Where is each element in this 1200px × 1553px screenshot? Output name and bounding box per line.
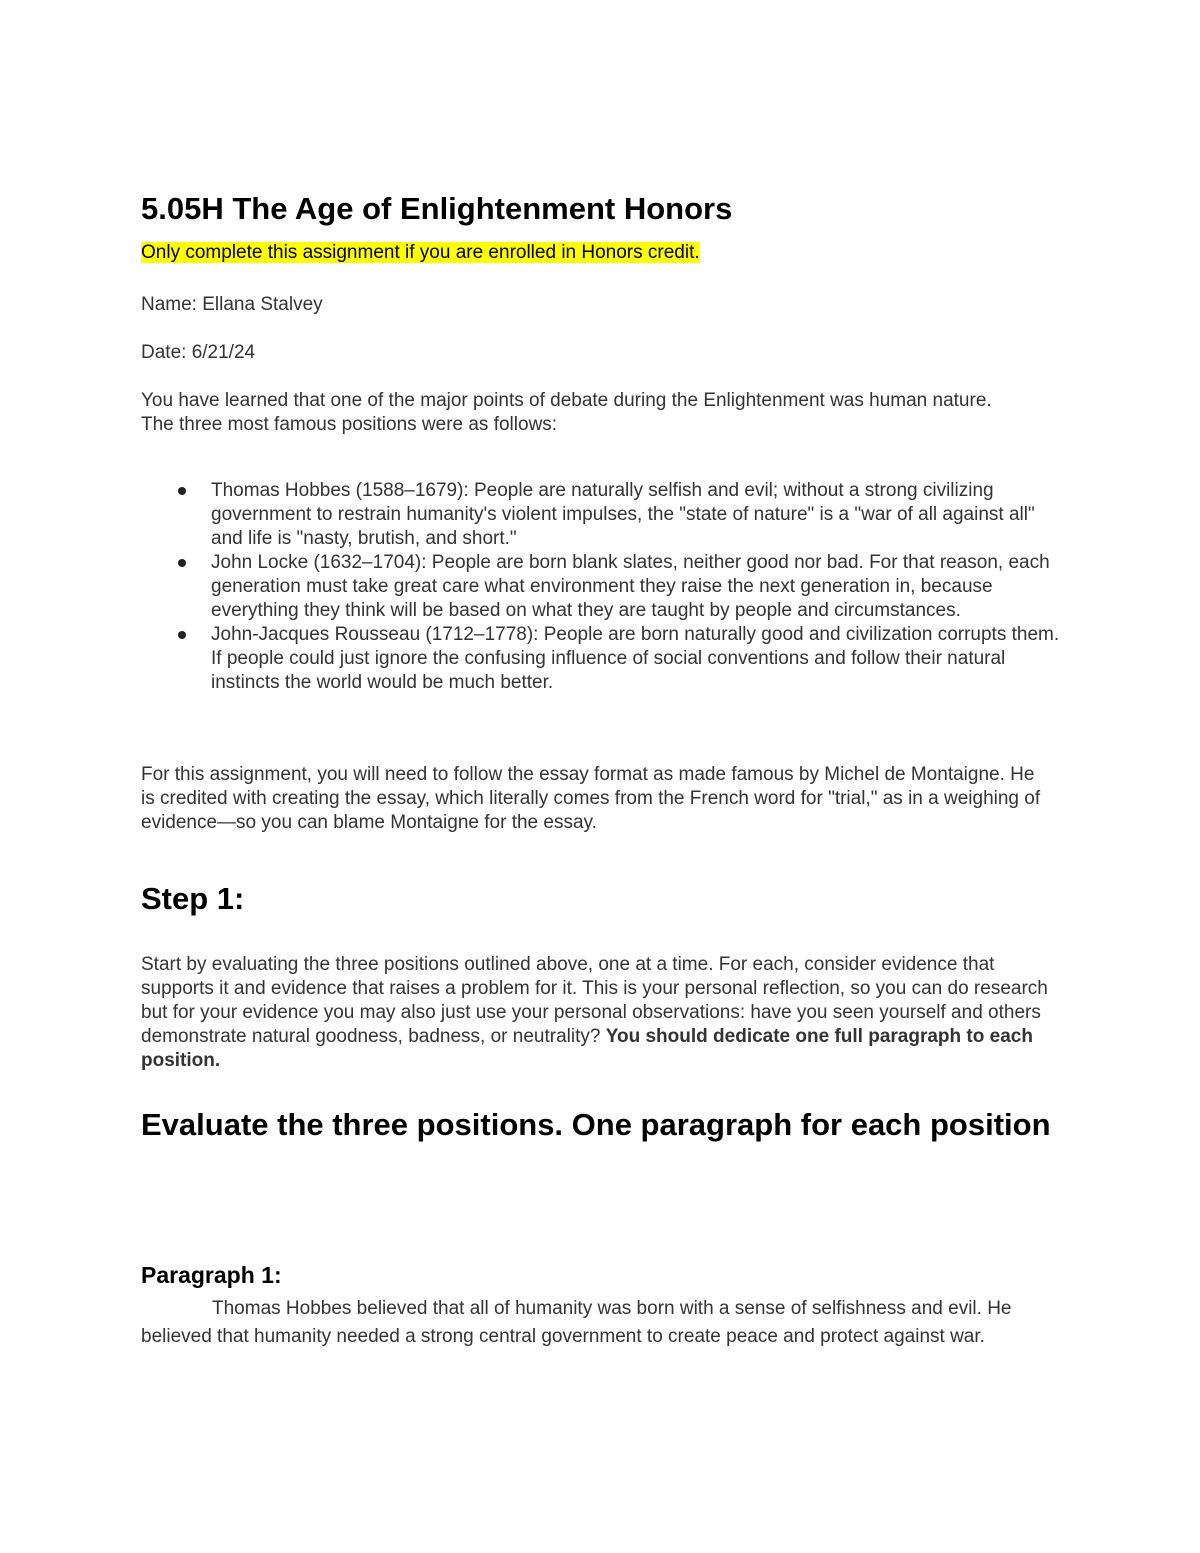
step1-text: Start by evaluating the three positions outlined above, one at a time. For each, consider evidence that supports it and evidence that raises a problem for it. This is your personal reflection, so you can do research but for your evidence you may also just use your personal observations: have you seen yourself and others demonstrate natural goodness, badness, or neutrality?: [141, 954, 1048, 1047]
name-line: Name: Ellana Stalvey: [141, 294, 323, 315]
position-item-rousseau: [141, 623, 1071, 695]
honors-note: [141, 241, 700, 265]
intro-paragraph: You have learned that one of the major points of debate during the Enlightenment was human nature. The three most famous positions were as follows:: [141, 390, 992, 435]
paragraph1-heading: Paragraph 1:: [141, 1262, 282, 1288]
bullet-icon: [178, 559, 186, 567]
bullet-icon: [178, 631, 186, 639]
position-item-hobbes: [141, 479, 1071, 551]
position-text: John-Jacques Rousseau (1712–1778): People are born naturally good and civilization corrupts them. If people could just ignore the confusing influence of social conventions and follow their natural instincts the world would be much better.: [211, 624, 1060, 693]
position-text: Thomas Hobbes (1588–1679): People are naturally selfish and evil; without a strong civilizing government to restrain humanity's violent impulses, the "state of nature" is a "war of all against all" and life is "nasty, brutish, and short.": [211, 480, 1035, 549]
step1-bold-text: You should dedicate one full paragraph to each position.: [141, 1026, 1033, 1071]
paragraph1-text: Thomas Hobbes believed that all of humanity was born with a sense of selfishness and evil. He believed that humanity needed a strong central government to create peace and protect against war.: [141, 1298, 1012, 1347]
evaluate-heading: Evaluate the three positions. One paragraph for each position: [141, 1107, 1051, 1142]
document-title: 5.05H The Age of Enlightenment Honors: [141, 191, 733, 226]
position-text: John Locke (1632–1704): People are born blank slates, neither good nor bad. For that reason, each generation must take great care what environment they raise the next generation in, because everything they think will be based on what they are taught by people and circumstances.: [211, 552, 1050, 621]
step1-heading: Step 1:: [141, 881, 245, 916]
bullet-icon: [178, 487, 186, 495]
honors-note-highlight: Only complete this assignment if you are enrolled in Honors credit.: [141, 242, 700, 263]
position-item-locke: [141, 551, 1071, 623]
step1-paragraph: [141, 953, 1056, 1073]
date-line: Date: 6/21/24: [141, 342, 256, 363]
positions-list: [141, 479, 1071, 695]
assignment-paragraph: For this assignment, you will need to follow the essay format as made famous by Michel de Montaigne. He is credited with creating the essay, which literally comes from the French word for "trial," as in a weighing of evidence—so you can blame Montaigne for the essay.: [141, 764, 1041, 833]
